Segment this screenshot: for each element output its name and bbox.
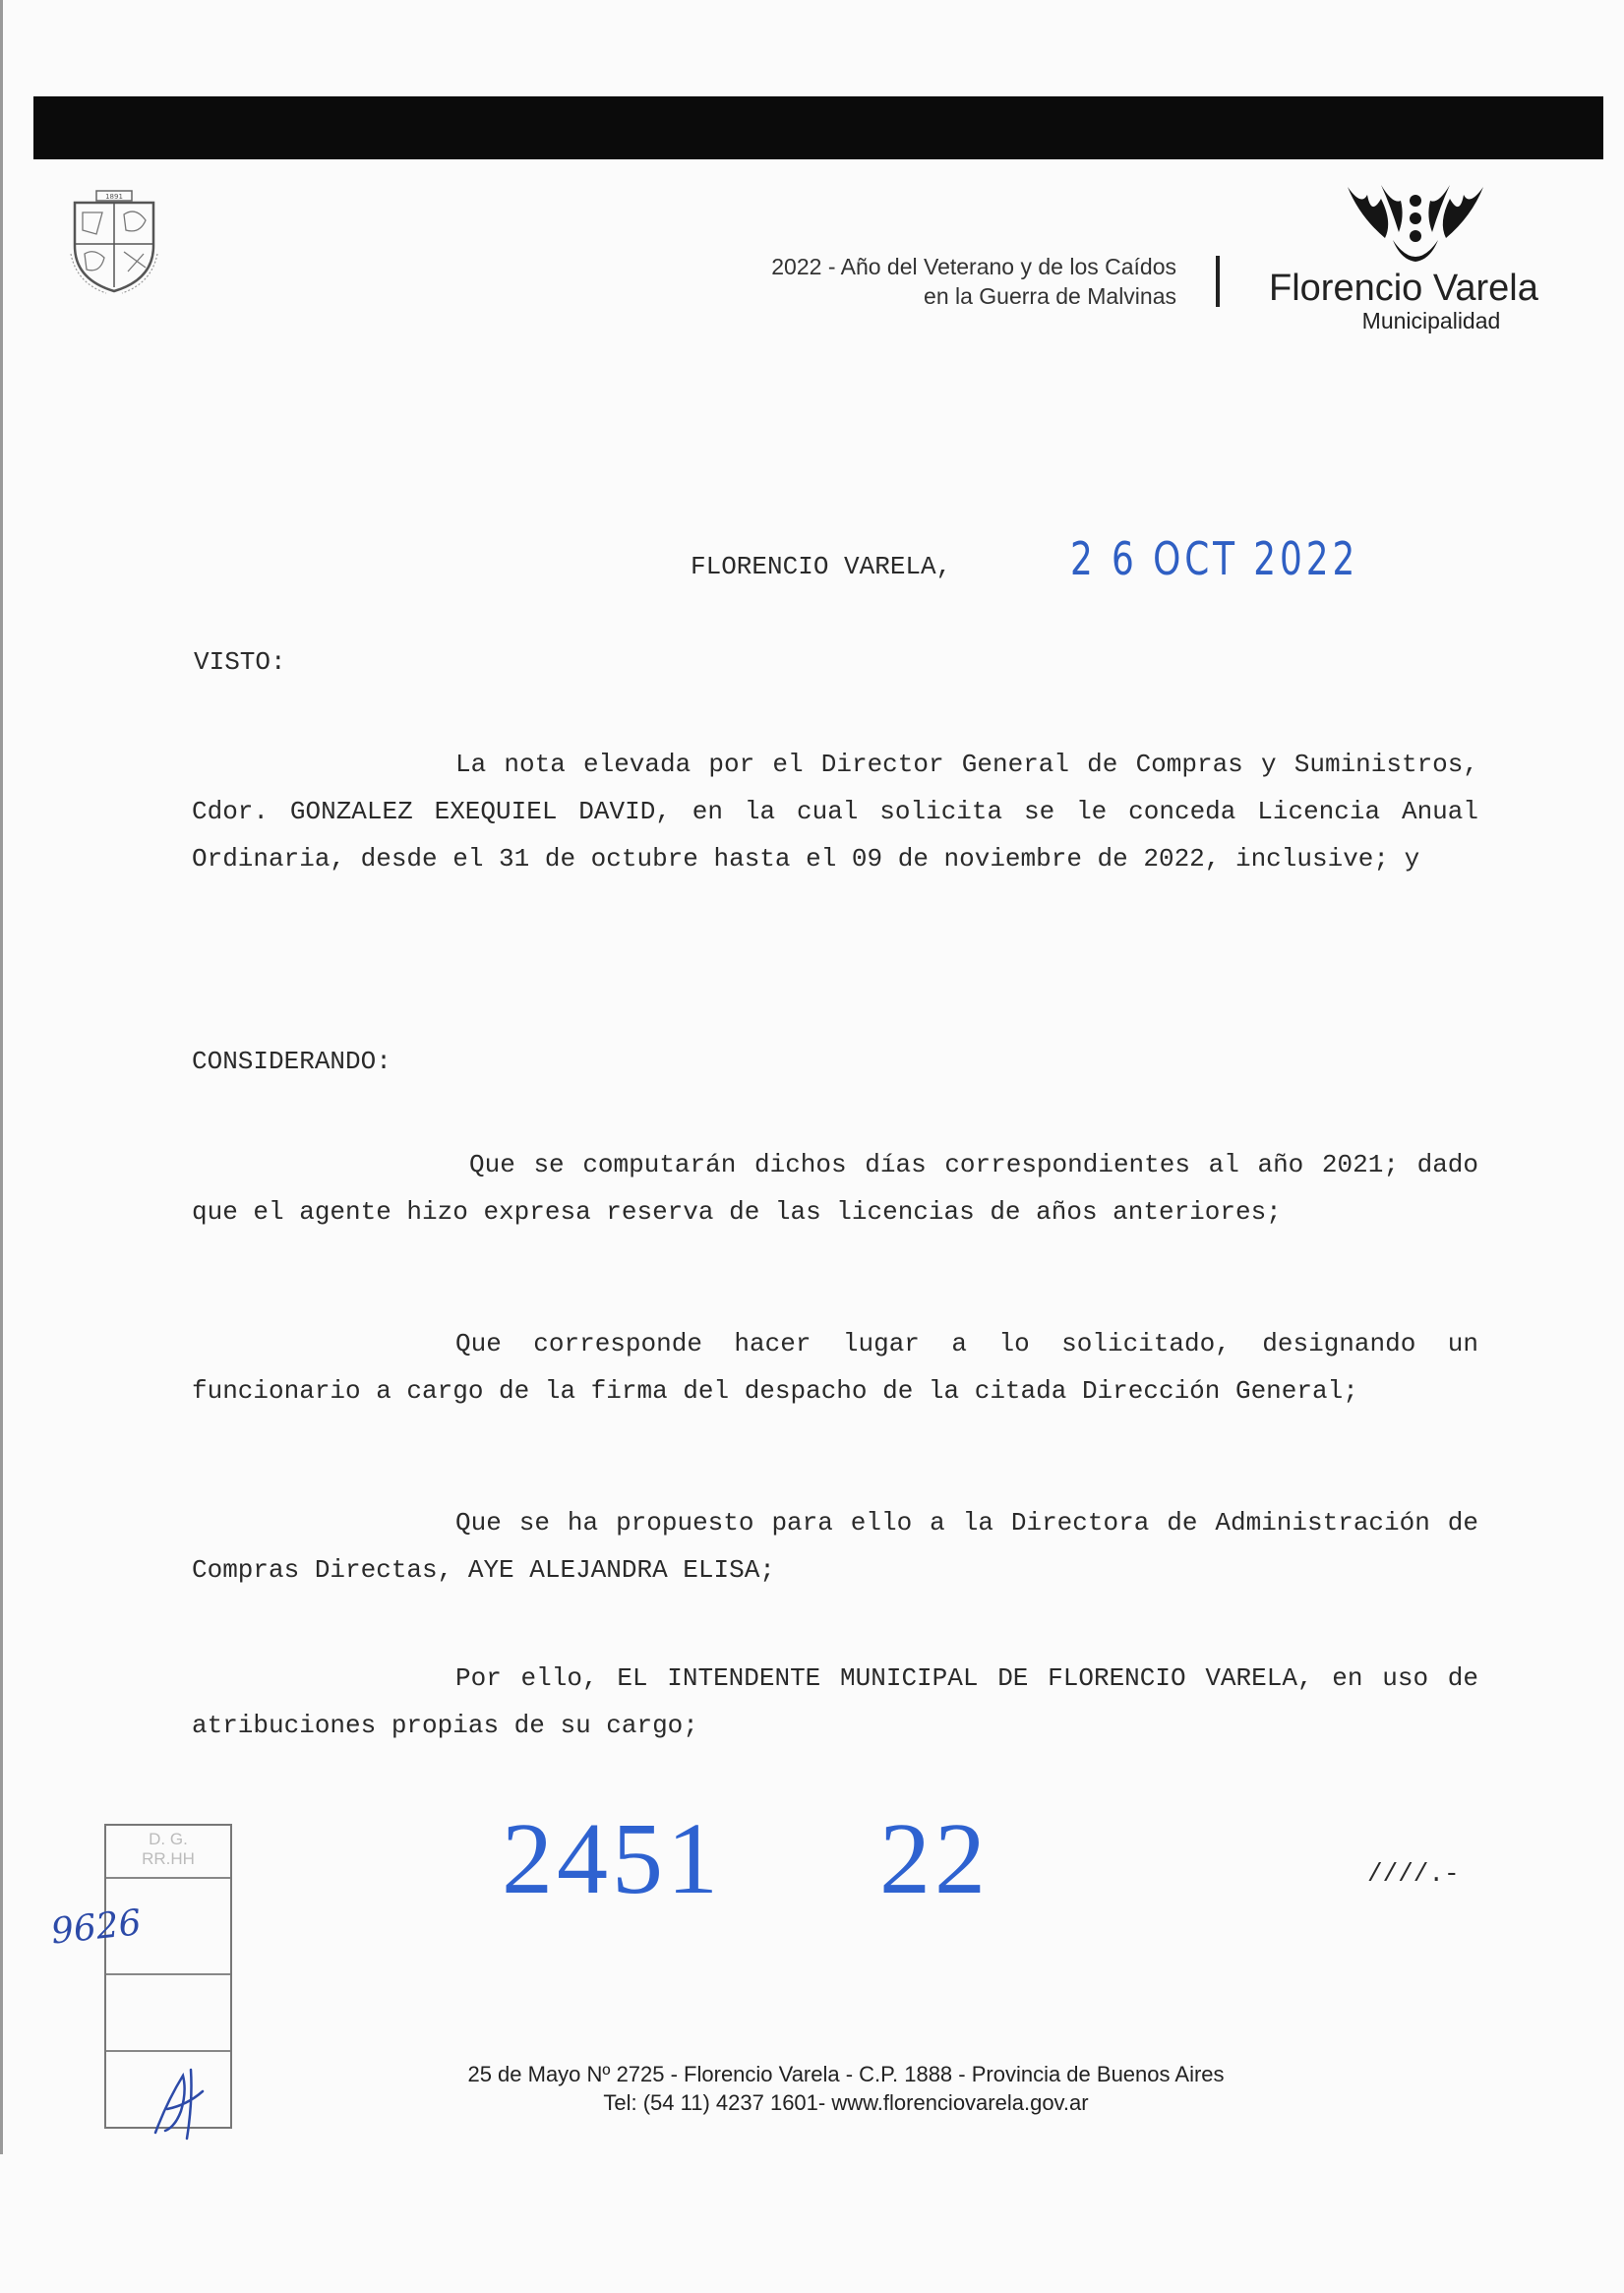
considerando-text-3: Que se ha propuesto para ello a la Directora de Administración de Compras Directas, AYE ALEJANDRA ELISA; [192, 1508, 1478, 1585]
year-motto [551, 252, 1176, 311]
redaction-bar [33, 96, 1603, 159]
considerando-paragraph-2 [192, 1320, 1478, 1415]
florencio-varela-logo-icon [1342, 177, 1489, 275]
brand-name: Florencio Varela [1269, 268, 1538, 309]
rrhh-label-line-1: D. G. [149, 1830, 188, 1848]
considerando-paragraph-1 [192, 1141, 1478, 1236]
resolution-number-stamp [502, 1800, 990, 1918]
considerando-text-1: Que se computarán dichos días correspondientes al año 2021; dado que el agente hizo expresa reserva de las licencias de años anteriores; [192, 1150, 1478, 1227]
stamp-divider [106, 1973, 230, 1975]
considerando-text-2: Que corresponde hacer lugar a lo solicitado, designando un funcionario a cargo de la firma del despacho de la citada Dirección General; [192, 1329, 1478, 1406]
crest-year: 1891 [105, 193, 123, 201]
handwritten-initials-icon [148, 2062, 216, 2141]
date-stamp: 2 6 OCT 2022 [1070, 532, 1359, 585]
considerando-paragraph-4 [192, 1655, 1478, 1749]
header-divider [1216, 256, 1220, 307]
considerando-paragraph-3 [192, 1499, 1478, 1594]
considerando-text-4: Por ello, EL INTENDENTE MUNICIPAL DE FLORENCIO VARELA, en uso de atribuciones propias de su cargo; [192, 1663, 1478, 1740]
rrhh-stamp-label [106, 1830, 230, 1869]
continuation-mark: ////.- [1367, 1859, 1460, 1889]
visto-paragraph [192, 741, 1478, 882]
dateline-place: FLORENCIO VARELA, [691, 552, 952, 581]
rrhh-handwritten-number: 9626 [49, 1902, 144, 1953]
footer-address: 25 de Mayo Nº 2725 - Florencio Varela - C.P. 1888 - Provincia de Buenos Aires [467, 2062, 1225, 2086]
resolution-number: 2451 [502, 1802, 722, 1915]
visto-text: La nota elevada por el Director General de Compras y Suministros, Cdor. GONZALEZ EXEQUIEL DAVID, en la cual solicita se le conceda Licencia Anual Ordinaria, desde el 31 de octubre hasta el 09 de noviembre de 2022, inclusive; y [192, 750, 1478, 874]
stamp-divider [106, 1877, 230, 1879]
scan-edge [0, 0, 3, 2154]
brand-subtitle: Municipalidad [1361, 308, 1501, 333]
municipal-crest-icon [67, 189, 161, 295]
footer-contact: Tel: (54 11) 4237 1601- www.florenciovarela.gov.ar [603, 2090, 1089, 2115]
motto-line-2: en la Guerra de Malvinas [924, 283, 1176, 309]
considerando-heading: CONSIDERANDO: [192, 1047, 391, 1076]
stamp-divider [106, 2050, 230, 2052]
motto-line-1: 2022 - Año del Veterano y de los Caídos [771, 254, 1176, 279]
resolution-year: 22 [879, 1802, 990, 1915]
rrhh-label-line-2: RR.HH [142, 1849, 195, 1868]
visto-heading: VISTO: [194, 647, 286, 677]
page-footer [354, 2060, 1338, 2117]
